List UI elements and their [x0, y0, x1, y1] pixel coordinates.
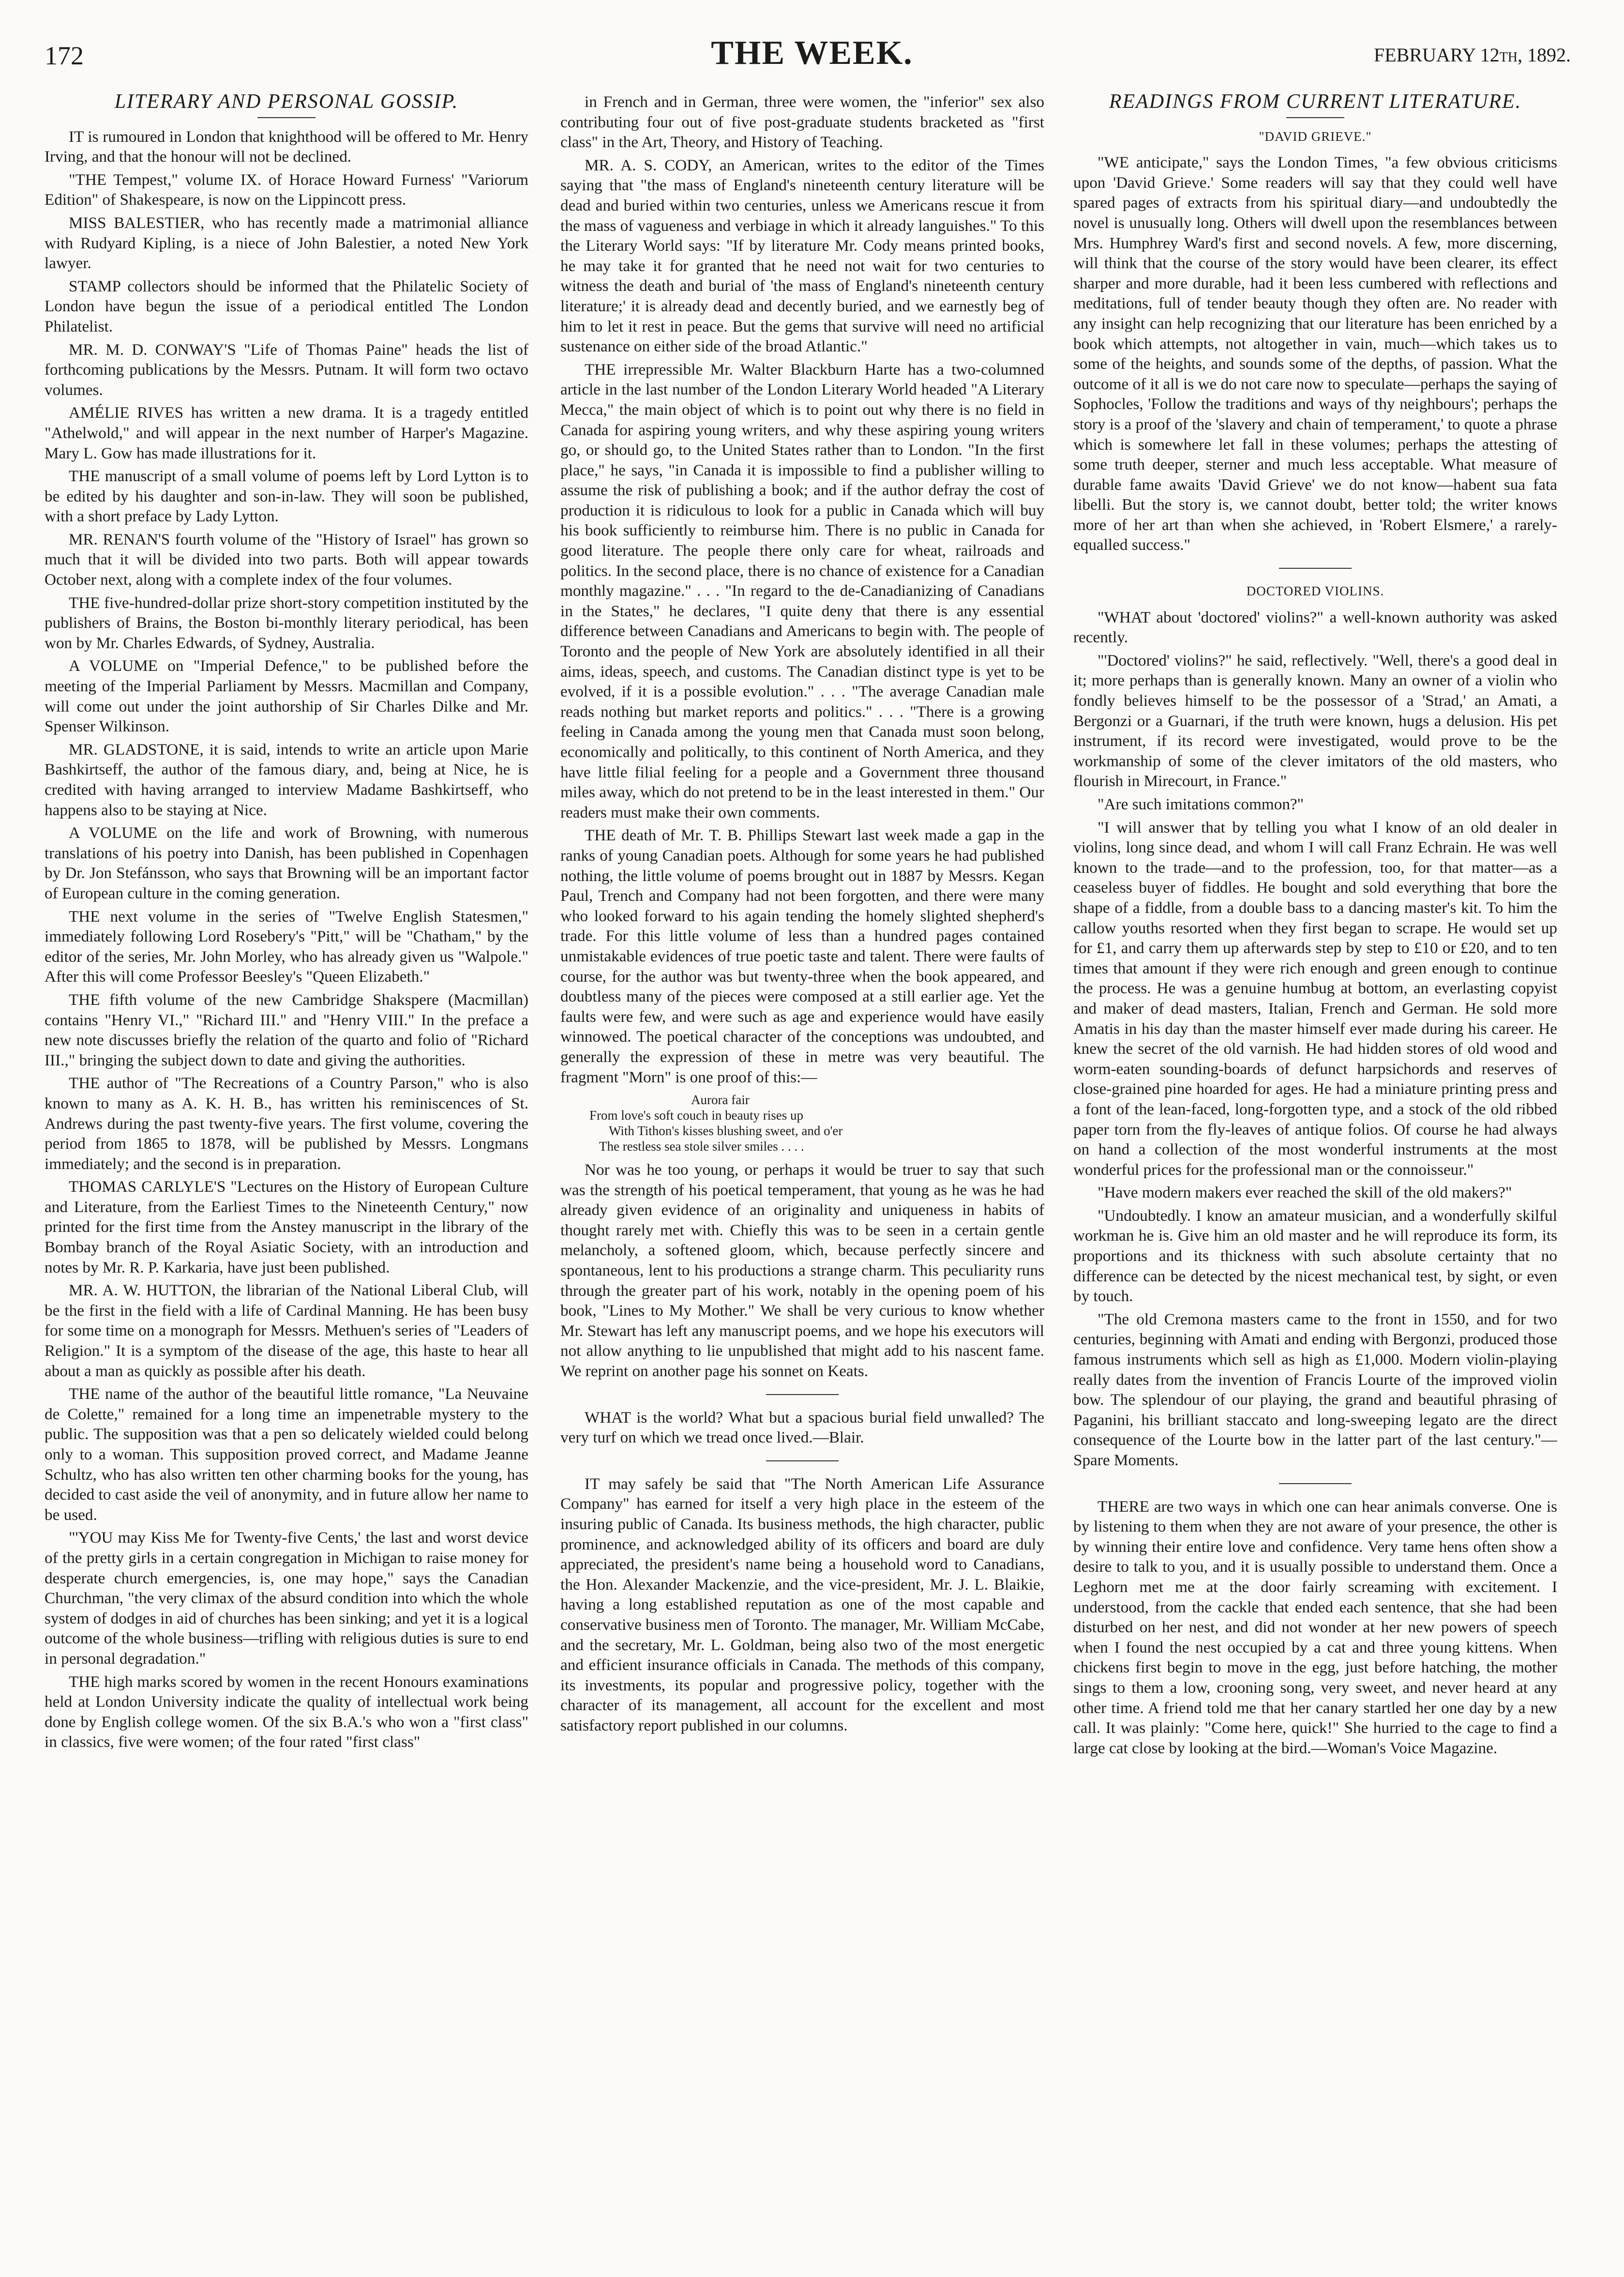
paragraph: MR. A. S. CODY, an American, writes to the editor of the Times saying that "the mass of England's nineteenth century literature will be dead and buried within two centuries, unless we Americans rescue it from the mass of vagueness and verbiage in which it already languishes." To this the Literary World says: "If by literature Mr. Cody means printed books, he may take it for granted that he need not wait for two centuries to witness the death and burial of 'the mass of England's nineteenth century literature;' it is already dead and decently buried, and we earnestly beg of him to let it rest in peace. But the gems that survive will need no artificial sustenance on either side of the broad Atlantic." — [560, 156, 1044, 356]
article-body — [1073, 152, 1557, 555]
section-rule — [1279, 1483, 1352, 1484]
paragraph: MR. RENAN'S fourth volume of the "History of Israel" has grown so much that it will be divided into two parts. Both will appear towards October next, along with a complete index of the four volumes. — [45, 530, 528, 589]
paragraph: "WHAT about 'doctored' violins?" a well-known authority was asked recently. — [1073, 608, 1557, 647]
paragraph: "'YOU may Kiss Me for Twenty-five Cents,' the last and worst device of the pretty girls in a certain congregation in Michigan to raise money for desperate church emergencies, is, one may hope," says the Canadian Churchman, "the very climax of the absurd condition into which the whole system of dodges in aid of churches has been sinking; and yet it is a logical outcome of the whole business—trifling with religious duties is sure to end in personal degradation." — [45, 1529, 528, 1668]
article-body — [1073, 1497, 1557, 1759]
paragraph: THE name of the author of the beautiful little romance, "La Neuvaine de Colette," remained for a long time an impenetrable mystery to the public. The supposition was that a pen so delicately wielded could belong only to a woman. This supposition proved correct, and Madame Jeanne Schultz, who has also written ten other charming books for the young, has decided to cast aside the veil of anonymity, and in future allow her name to be used. — [45, 1385, 528, 1524]
paragraph: MR. GLADSTONE, it is said, intends to write an article upon Marie Bashkirtseff, the author of the famous diary, and, being at Nice, he is credited with having arranged to interview Madame Bashkirtseff, who happens also to be staying at Nice. — [45, 740, 528, 819]
paragraph: THE death of Mr. T. B. Phillips Stewart last week made a gap in the ranks of young Canadian poets. Although for some years he had published nothing, the little volume of poems brought out in 1887 by Messrs. Kegan Paul, Trench and Company had not been forgotten, and there were many who looked forward to his again tending the homely slighted shepherd's trade. For this little volume of less than a hundred pages contained unmistakable evidences of true poetic taste and talent. There were faults of course, for the author was but twenty-three when the book appeared, and doubtless many of the pieces were composed at a still earlier age. Yet the faults were few, and were such as age and experience would have easily winnowed. The poetical character of the conceptions was undoubted, and generally the expression of these in metre was very beautiful. The fragment "Morn" is one proof of this:— — [560, 826, 1044, 1086]
paragraph: THE five-hundred-dollar prize short-story competition instituted by the publishers of Brains, the Boston bi-monthly literary periodical, has been won by Mr. Charles Edwards, of Sydney, Australia. — [45, 593, 528, 652]
paragraph: in French and in German, three were women, the "inferior" sex also contributing four out of five post-graduate students bracketed as "first class" in the Art, Theory, and History of Teaching. — [560, 93, 1044, 152]
paragraph: "Have modern makers ever reached the skill of the old makers?" — [1098, 1184, 1512, 1202]
paragraph: "Are such imitations common?" — [1098, 795, 1304, 813]
paragraph: AMÉLIE RIVES has written a new drama. It is a tragedy entitled "Athelwold," and will appear in the next number of Harper's Magazine. Mary L. Gow has made illustrations for it. — [45, 404, 528, 462]
paragraph: THOMAS CARLYLE'S "Lectures on the History of European Culture and Literature, from the Earliest Times to the Nineteenth Century," now printed for the first time from the Anstey manuscript in the library of the Bombay branch of the Royal Asiatic Society, with an introduction and notes by Mr. R. P. Karkaria, have just been published. — [45, 1178, 528, 1276]
paragraph: THERE are two ways in which one can hear animals converse. One is by listening to them when they are not aware of your presence, the other is by winning their entire love and confidence. Very tame hens often show a desire to talk to you, and it is usually possible to understand them. Once a Leghorn met me at the door fairly screaming with excitement. I understood, from the cackle that ended each sentence, that she had been disturbed on her nest, and did not wonder at her new powers of speech when I found the nest occupied by a cat and three young kittens. When chickens first begin to move in the egg, just before hatching, the mother sings to them a low, crooning song, very sweet, and never heard at any other time. A friend told me that her canary startled her one day by a new call. It was plainly: "Come here, quick!" She hurried to the cage to find a large cat close by looking at the bird.—Woman's Voice Magazine. — [1073, 1497, 1557, 1757]
masthead-title: THE WEEK. — [711, 34, 913, 72]
column-literary-gossip — [45, 92, 528, 2246]
section-rule — [1286, 117, 1344, 118]
subheading-david-grieve: "DAVID GRIEVE." — [1259, 129, 1372, 144]
paragraph: MISS BALESTIER, who has recently made a matrimonial alliance with Rudyard Kipling, is a niece of John Balestier, a noted New York lawyer. — [45, 213, 528, 273]
poem-fragment-morn — [560, 1092, 1044, 1154]
article-body — [560, 1160, 1044, 1381]
issue-date: FEBRUARY 12th, 1892. — [1373, 44, 1571, 66]
column-middle — [560, 92, 1044, 2261]
section-rule — [257, 117, 316, 118]
paragraph: THE next volume in the series of "Twelve English Statesmen," immediately following Lord Rosebery's "Pitt," will be "Chatham," by the editor of the series, Mr. John Morley, who has already given us "Walpole." After this will come Professor Beesley's "Queen Elizabeth." — [45, 907, 528, 986]
paragraph: THE author of "The Recreations of a Country Parson," who is also known to many as A. K. H. B., has written his reminiscences of St. Andrews during the past twenty-five years. The first volume, covering the period from 1865 to 1878, will be published by Messrs. Longmans immediately; and the second is in preparation. — [45, 1074, 528, 1173]
paragraph: A VOLUME on the life and work of Browning, with numerous translations of his poetry into Danish, has been published in Copenhagen by Dr. Jon Stefánsson, who says that Browning will be an important factor of European culture in the coming generation. — [45, 824, 528, 902]
paragraph: THE fifth volume of the new Cambridge Shakspere (Macmillan) contains "Henry VI.," "Richard III." and "Henry VIII." In the preface a new note discusses briefly the relation of the quarto and folio of "Richard III.," bringing the subject down to date and giving the authorities. — [45, 990, 528, 1069]
paragraph: THE manuscript of a small volume of poems left by Lord Lytton is to be edited by his daughter and son-in-law. They will soon be published, with a short preface by Lady Lytton. — [45, 467, 528, 526]
article-body — [1073, 607, 1557, 1471]
paragraph: "'Doctored' violins?" he said, reflectively. "Well, there's a good deal in it; more perhaps than is generally known. Many an owner of a violin who fondly believes himself to be the possessor of a 'Strad,' an Amati, a Bergonzi or a Guarnari, if the truth were known, hugs a delusion. His pet instrument, if its record were investigated, would prove to be the workmanship of some of the clever imitators of the old masters, who flourish in Mirecourt, in France." — [1073, 651, 1557, 790]
section-rule — [766, 1394, 839, 1395]
article-body — [45, 127, 528, 1752]
poem-line: Aurora fair — [691, 1093, 750, 1108]
paragraph: "THE Tempest," volume IX. of Horace Howard Furness' "Variorum Edition" of Shakespeare, is now on the Lippincott press. — [45, 170, 528, 209]
paragraph: MR. M. D. CONWAY'S "Life of Thomas Paine" heads the list of forthcoming publications by the Messrs. Putnam. It will form two octavo volumes. — [45, 340, 528, 399]
paragraph: STAMP collectors should be informed that the Philatelic Society of London have begun the issue of a periodical entitled The London Philatelist. — [45, 277, 528, 335]
paragraph: IT may safely be said that "The North American Life Assurance Company" has earned for itself a very high place in the esteem of the insuring public of Canada. Its business methods, the high character, public prominence, and acknowledged ability of its officers and board are duly appreciated, the president's name being a household word to Canadians, the Hon. Alexander Mackenzie, and the vice-president, Mr. J. L. Blaikie, having a long established reputation as one of the most capable and conservative business men of Toronto. The manager, Mr. William McCabe, and the secretary, Mr. L. Goldman, being also two of the most energetic and efficient insurance officials in Canada. The methods of this company, its investments, its popular and progressive policy, together with the character of its management, all account for the excellent and most satisfactory report published in our columns. — [560, 1474, 1044, 1734]
paragraph: "WE anticipate," says the London Times, "a few obvious criticisms upon 'David Grieve.' Some readers will say that they could well have spared pages of extracts from his spiritual diary—and undoubtedly the novel is unusually long. Others will dwell upon the resemblances between Mrs. Humphrey Ward's first and second novels. A few, more discerning, will think that the course of the story would have been clearer, its effect sharper and more durable, had it been less cumbered with reflections and meditations, full of tender beauty though they often are. No reader with any insight can help recognizing that our literature has been enriched by a book which attempts, not altogether in vain, much—which takes us to some of the heights, and sounds some of the depths, of passion. What the outcome of it all is we do not care now to speculate—perhaps the saying of Sophocles, 'Follow the traditions and ways of thy neighbours'; perhaps the story is a proof of the 'slavery and chain of temperament,' to quote a phrase which is somewhere let fall in these volumes; perhaps the attesting of some truth deeper, sterner and much less acceptable. What measure of durable fame awaits 'David Grieve' we do not know—habent sua fata libelli. But the story is, we cannot doubt, better told; the writer knows more of her art than when she achieved, in 'Robert Elsmere,' a rarely-equalled success." — [1073, 153, 1557, 554]
section-rule — [1279, 568, 1352, 569]
article-body — [560, 1474, 1044, 1736]
subheading-doctored-violins: DOCTORED VIOLINS. — [1246, 584, 1384, 599]
poem-line: The restless sea stole silver smiles . . . . — [599, 1139, 804, 1154]
article-body — [560, 92, 1044, 1087]
paragraph: A VOLUME on "Imperial Defence," to be published before the meeting of the Imperial Parliament by Messrs. Macmillan and Company, will come out under the joint authorship of Sir Charles Dilke and Mr. Spenser Wilkinson. — [45, 657, 528, 736]
section-title: LITERARY AND PERSONAL GOSSIP. — [114, 92, 459, 113]
poem-line: With Tithon's kisses blushing sweet, and o'er — [609, 1123, 843, 1138]
paragraph: "I will answer that by telling you what I know of an old dealer in violins, long since dead, and whom I will call Franz Echrain. He was well known to the trade—and to the profession, too, for that matter—as a ceaseless buyer of fiddles. He bought and sold everything that bore the shape of a fiddle, from a double bass to a dancing master's kit. To him the callow youths resorted when they first began to scrape. He would set up for £1, and carry them up afterwards step by step to £10 or £20, and to ten times that amount if they were rich enough and green enough to continue the process. He was a genuine humbug at bottom, an everlasting copyist and maker of dead masters, Italian, French and German. He sold more Amatis in his day than the master himself ever made during his career. He knew the secret of the old varnish. He had hidden stores of old wood and worm-eaten sounding-boards of defunct harpsichords and reserves of close-grained pine hoarded for ages. He had a miniature printing press and a font of the lean-faced, long-forgotten type, and a stock of the old ribbed paper torn from the fly-leaves of antique folios. Of course he had always on hand a collection of the most wonderful instruments at the most wonderful prices for the professional man or the connoisseur." — [1073, 818, 1557, 1179]
paragraph: "The old Cremona masters came to the front in 1550, and for two centuries, beginning with Amati and ending with Bergonzi, produced those famous instruments which sell as high as £1,000. Modern violin-playing really dates from the invention of Francis Lourte of the improved violin bow. The splendour of our playing, the grand and beautiful phrasing of Paganini, his brilliant staccato and long-sweeping legato are the direct consequence of the Lourte bow in the latter part of the last century."—Spare Moments. — [1073, 1310, 1557, 1469]
paragraph: Nor was he too young, or perhaps it would be truer to say that such was the strength of his poetical temperament, that young as he was he had already given evidence of an originality and uniqueness in habits of thought rarely met with. Chiefly this was to be seen in a certain gentle melancholy, a softened gloom, which, because perfectly sincere and spontaneous, lent to his productions a strange charm. This peculiarity runs through the greater part of his work, notably in the opening poem of his book, "Lines to My Mother." We shall be very curious to know whether Mr. Stewart has left any manuscript poems, and we hope his executors will not allow anything to lie unpublished that might add to his nascent fame. We reprint on another page his sonnet on Keats. — [560, 1161, 1044, 1381]
page-number: 172 — [45, 41, 84, 70]
paragraph: MR. A. W. HUTTON, the librarian of the National Liberal Club, will be the first in the field with a life of Cardinal Manning. He has been busy for some time on a monograph for Messrs. Methuen's series of "Leaders of Religion." It is a symptom of the disease of the age, this haste to hear all about a man as quickly as possible after his death. — [45, 1281, 528, 1380]
column-readings — [1073, 92, 1557, 2246]
poem-line: From love's soft couch in beauty rises up — [589, 1108, 804, 1123]
quote-blair: WHAT is the world? What but a spacious burial field unwalled? The very turf on which we tread once lived.—Blair. — [560, 1408, 1044, 1447]
paragraph: IT is rumoured in London that knighthood will be offered to Mr. Henry Irving, and that the honour will not be declined. — [45, 127, 528, 166]
section-rule — [766, 1460, 839, 1461]
paragraph: THE irrepressible Mr. Walter Blackburn Harte has a two-columned article in the last number of the London Literary World headed "A Literary Mecca," the main object of which is to point out why there is no field in Canada for aspiring young writers, and why these aspiring young writers go, or should go, to the United States rather than to London. "In the first place," he says, "in Canada it is impossible to find a publisher willing to assume the risk of publishing a book; and if the author defray the cost of production it is ridiculous to look for a public in Canada which will buy his book sufficiently to reimburse him. There is no public in Canada for good literature. The people there only care for wheat, railroads and politics. In the second place, there is no chance of existence for a Canadian monthly magazine." . . . "In regard to the de-Canadianizing of Canadians in the States," he declares, "I quite deny that there is any essential difference between Canadians and Americans to begin with. The people of Toronto and the people of New York are absolutely identified in all their aims, ideas, speech, and customs. The Canadian distinct type is yet to be evolved, if it is a possible evolution." . . . "The average Canadian male reads nothing but market reports and politics." . . . "There is a growing feeling in Canada among the young men that Canada must soon belong, economically and politically, to this continent of North America, and they have little filial feeling for a people and a Government three thousand miles away, which do not pretend to be in the least interested in them." Our readers must make their own comments. — [560, 360, 1044, 821]
paragraph: THE high marks scored by women in the recent Honours examinations held at London University indicate the quality of intellectual work being done by English college women. Of the six B.A.'s who won a "first class" in classics, five were women; of the four rated "first class" — [45, 1672, 528, 1751]
section-title: READINGS FROM CURRENT LITERATURE. — [1109, 92, 1522, 113]
paragraph: "Undoubtedly. I know an amateur musician, and a wonderfully skilful workman he is. Give him an old master and he will reproduce its form, its proportions and its thickness with such absolute certainty that no difference can be detected by the nicest mechanical test, by sight, or even by touch. — [1073, 1206, 1557, 1305]
